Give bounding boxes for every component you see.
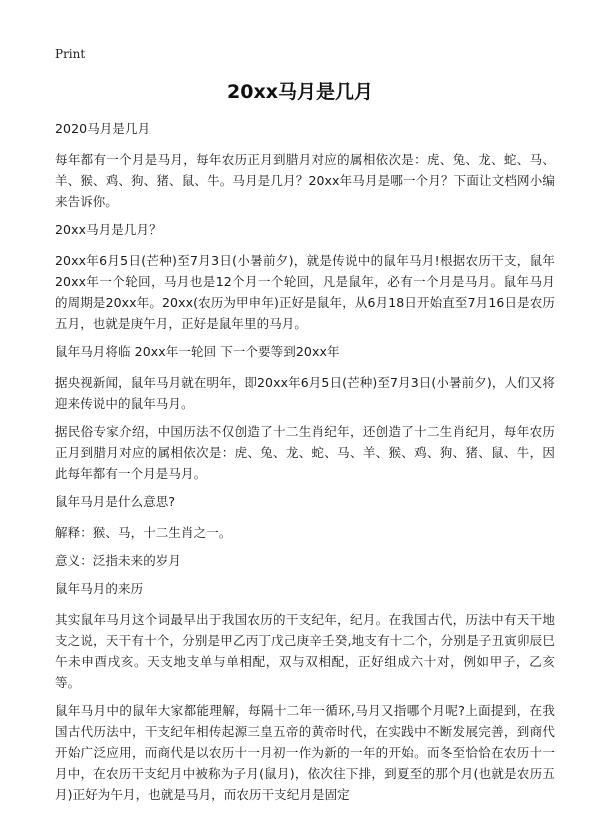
document-body [55,118,555,812]
body-paragraph: 据民俗专家介绍，中国历法不仅创造了十二生肖纪年，还创造了十二生肖纪月，每年农历正月到腊月对应的属相依次是：虎、兔、龙、蛇、马、羊、猴、鸡、狗、猪、鼠、牛，因此每年都有一个月是马月。 [55,424,555,481]
body-paragraph: 据央视新闻，鼠年马月就在明年，即20xx年6月5日(芒种)至7月3日(小暑前夕)，人们又将迎来传说中的鼠年马月。 [55,375,555,411]
section-heading: 鼠年马月是什么意思? [55,494,176,509]
body-paragraph: 其实鼠年马月这个词最早出于我国农历的干支纪年，纪月。在我国古代，历法中有天干地支之说，天干有十个，分别是甲乙丙丁戊己庚辛壬癸,地支有十二个，分别是子丑寅卯辰巳午未申酉戌亥。天支地支单与单相配，双与双相配，正好组成六十对，例如甲子，乙亥等。 [55,612,555,690]
body-paragraph: 20xx年6月5日(芒种)至7月3日(小暑前夕)，就是传说中的鼠年马月!根据农历干支，鼠年20xx年一个轮回，马月也是12个月一个轮回，凡是鼠年，必有一个月是马月。鼠年马月的周期是20xx年。20xx(农历为甲申年)正好是鼠年，从6月18日开始直至7月16日是农历五月，也就是庚午月，正好是鼠年里的马月。 [55,253,555,331]
body-paragraph: 解释：猴、马，十二生肖之一。 [55,525,232,540]
print-label: Print [55,47,86,61]
section-heading: 2020马月是几月 [55,121,151,136]
body-paragraph: 意义：泛指未来的岁月 [55,553,182,568]
body-paragraph: 每年都有一个月是马月，每年农历正月到腊月对应的属相依次是：虎、兔、龙、蛇、马、羊、猴、鸡、狗、猪、鼠、牛。马月是几月？20xx年马月是哪一个月？下面让文档网小编来告诉你。 [55,152,555,209]
body-paragraph: 鼠年马月中的鼠年大家都能理解，每隔十二年一循环,马月又指哪个月呢?上面提到，在我国古代历法中，干支纪年相传起源三皇五帝的黄帝时代，在实践中不断发展完善，到商代开始广泛应用，而商代是以农历十一月初一作为新的一年的开始。而冬至恰恰在农历十一月中，在农历干支纪月中被称为子月(鼠月)，依次往下排，到夏至的那个月(也就是农历五月)正好为午月，也就是马月，而农历干支纪月是固定 [55,703,555,802]
section-heading: 20xx马月是几月？ [55,222,162,237]
section-heading: 鼠年马月将临 20xx年一轮回 下一个要等到20xx年 [55,344,340,359]
section-heading: 鼠年马月的来历 [55,581,144,596]
document-title: 20xx马月是几月 [227,81,373,103]
